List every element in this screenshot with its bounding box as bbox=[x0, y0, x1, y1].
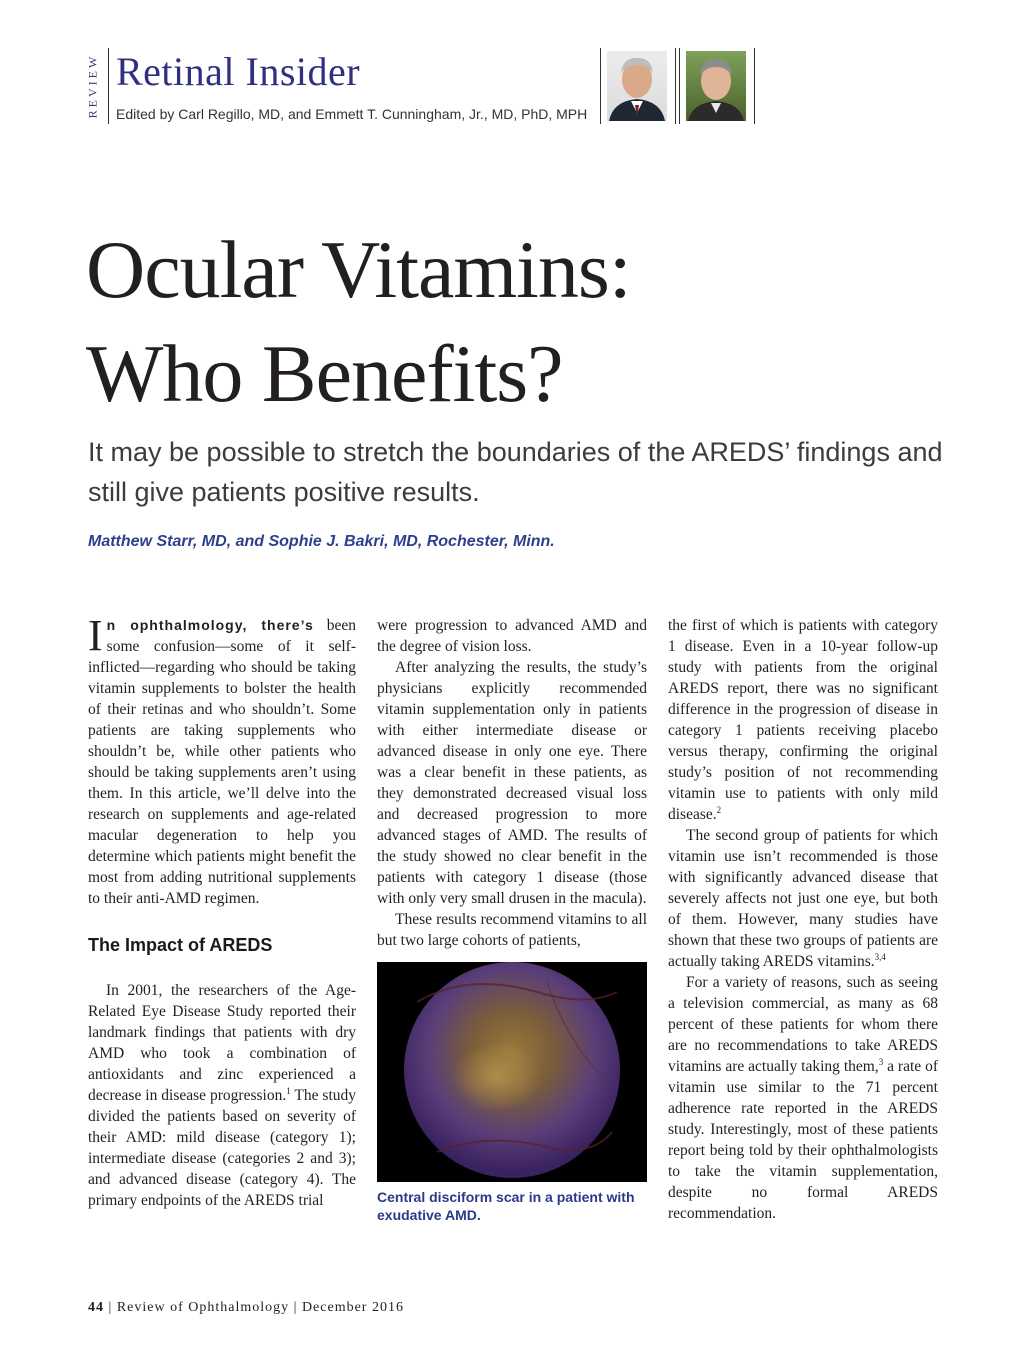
publication-name: Review of Ophthalmology bbox=[116, 1300, 290, 1315]
issue-date: December 2016 bbox=[301, 1300, 404, 1315]
photo-divider bbox=[600, 48, 601, 124]
paragraph-text: a rate of vitamin use similar to the 71 percent adherence rate reported in the AREDS study. Interestingly, most of these patients report being told by their ophthalmologists to take the vitamin supplementation, despite no formal AREDS recommendation. bbox=[668, 1058, 938, 1222]
title-line-2: Who Benefits? bbox=[86, 328, 563, 419]
article-deck: It may be possible to stretch the boundaries of the AREDS’ findings and still give patients positive results. bbox=[88, 437, 943, 507]
title-line-1: Ocular Vitamins: bbox=[86, 224, 631, 315]
areds-paragraph bbox=[88, 980, 356, 1211]
section-heading: The Impact of AREDS bbox=[88, 935, 273, 955]
reference-marker: 3,4 bbox=[874, 951, 886, 962]
areds-text-b: The study divided the patients based on severity of their AMD: mild disease (category 1); intermediate disease (categories 2 and 3); and advanced disease (category 4). The primary endpoints of the AREDS trial bbox=[88, 1087, 357, 1209]
editor-photo-cunningham bbox=[686, 51, 746, 121]
column-title: Retinal Insider bbox=[116, 49, 361, 94]
paragraph: These results recommend vitamins to all but two large cohorts of patients, bbox=[377, 911, 647, 949]
page-number: 44 bbox=[88, 1300, 104, 1315]
paragraph bbox=[668, 825, 938, 972]
body-column-1 bbox=[88, 611, 357, 1211]
paragraph: were progression to advanced AMD and the degree of vision loss. bbox=[377, 617, 647, 655]
body-column-2 bbox=[377, 615, 647, 1224]
body-column-3 bbox=[668, 615, 938, 1224]
editor-photo-regillo bbox=[607, 51, 667, 121]
paragraph: After analyzing the results, the study’s physicians explicitly recommended vitamin supplementation only in patients with either intermediate disease or advanced disease in only one eye. There was a clear benefit in these patients, as they demonstrated decreased visual loss and decreased progression to more advanced stages of AMD. The results of the study showed no clear benefit in the patients with category 1 disease (those with only very small drusen in the macula). bbox=[377, 659, 647, 907]
paragraph-text: For a variety of reasons, such as seeing a television commercial, as many as 68 percent of these patients for whom there are no recommendations to take AREDS vitamins are actually taking them, bbox=[668, 974, 938, 1075]
paragraph bbox=[668, 972, 938, 1224]
paragraph-text: The second group of patients for which vitamin use isn’t recommended is those with significantly advanced disease that severely affects not just one eye, but both of them. However, many studies have shown that these two groups of patients are actually taking AREDS vitamins. bbox=[668, 827, 938, 970]
article-byline: Matthew Starr, MD, and Sophie J. Bakri, MD, Rochester, Minn. bbox=[88, 533, 555, 550]
paragraph bbox=[668, 615, 938, 825]
intro-text: been some confusion—some of it self-inflicted—regarding who should be taking vitamin supplements to bolster the health of their retinas and who shouldn’t. Some patients are taking supplements who shouldn’t be, while other patients who should be taking supplements aren’t using them. In this article, we’ll delve into the research on supplements and age-related macular degeneration to help you determine which patients might benefit the most from adding nutritional supplements to their anti-AMD regimen. bbox=[88, 617, 356, 907]
header-divider bbox=[108, 48, 109, 124]
paragraph-text: the first of which is patients with category 1 disease. Even in a 10-year follow-up study with patients from the original AREDS report, there was no significant difference in the progression of disease in category 1 patients receiving placebo versus therapy, confirming the original study’s position of not recommending vitamin use to patients with only mild disease. bbox=[668, 617, 938, 823]
fundus-photo bbox=[377, 962, 647, 1182]
reference-marker: 3 bbox=[878, 1056, 884, 1067]
article-title bbox=[86, 218, 966, 426]
drop-cap: I bbox=[88, 611, 103, 660]
figure-caption: Central disciform scar in a patient with exudative AMD. bbox=[377, 1189, 635, 1223]
editors-credit: Edited by Carl Regillo, MD, and Emmett T. Cunningham, Jr., MD, PhD, MPH bbox=[116, 106, 588, 122]
reference-marker: 2 bbox=[716, 804, 722, 815]
section-label: REVIEW bbox=[85, 53, 100, 119]
page-footer: 44 | Review of Ophthalmology | December 2016 bbox=[88, 1300, 404, 1315]
areds-text-a: In 2001, the researchers of the Age-Related Eye Disease Study reported their landmark findings that patients with dry AMD who took a combination of antioxidants and zinc experienced a decrease in disease progression. bbox=[88, 982, 356, 1104]
intro-paragraph bbox=[88, 611, 356, 909]
photo-divider bbox=[679, 48, 680, 124]
lead-in: n ophthalmology, there’s bbox=[106, 617, 314, 633]
photo-divider bbox=[675, 48, 676, 124]
photo-divider bbox=[754, 48, 755, 124]
reference-marker: 1 bbox=[286, 1085, 291, 1096]
